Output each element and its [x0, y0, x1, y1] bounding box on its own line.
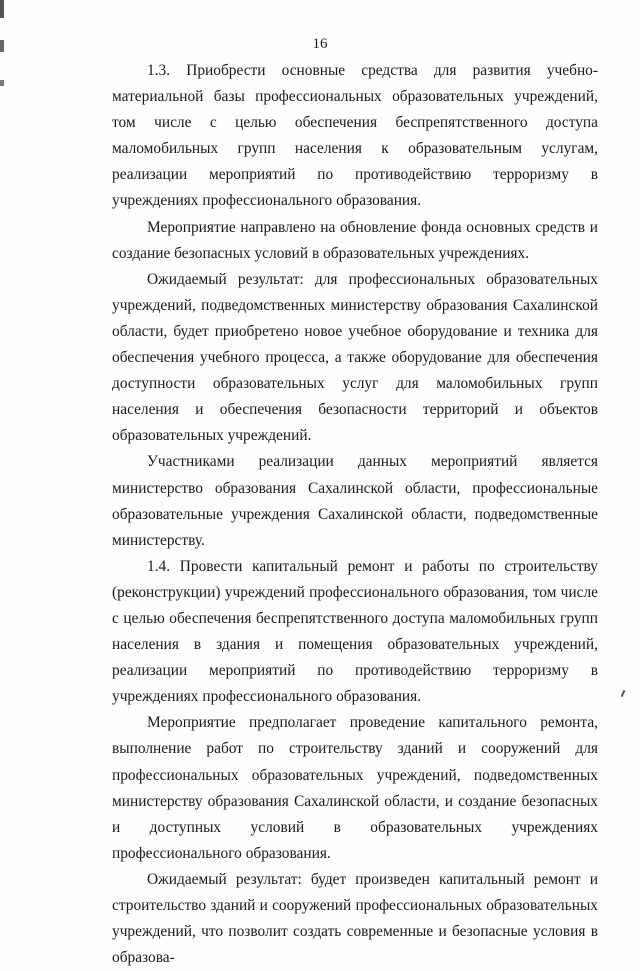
paragraph-expected-result: Ожидаемый результат: для профессиональных образовательных учреждений, подведомственных министерству образования Сахалинской области, будет приобретено новое учебное оборудование и техника для обеспечения учебного процесса, а также оборудование для обеспечения доступности образовательных услуг для маломобильных групп населения и обеспечения безопасности территорий и объектов образовательных учреждений. — [112, 270, 598, 445]
paragraph-measure-purpose: Мероприятие направлено на обновление фонда основных средств и создание безопасных условий в образовательных учреждениях. — [112, 218, 598, 262]
scan-speck — [621, 690, 626, 697]
paragraph-1-3-item: 1.3. Приобрести основные средства для развития учебно-материальной базы профессиональных образовательных учреждений, том числе с целью обеспечения беспрепятственного доступа маломобильных групп населения к образовательным услугам, реализации мероприятий по противодействию терроризму в учреждениях профессионального образования. — [112, 62, 598, 210]
page-number: 16 — [312, 36, 328, 52]
scan-edge-mark — [0, 0, 4, 130]
paragraph-participants: Участниками реализации данных мероприятий является министерство образования Сахалинской области, профессиональные образовательные учреждения Сахалинской области, подведомственные министерству. — [112, 453, 598, 549]
document-body — [112, 58, 598, 971]
paragraph-expected-result-repair: Ожидаемый результат: будет произведен капитальный ремонт и строительство зданий и сооружений профессиональных образовательных учреждений, что позволит создать современные и безопасные условия в образова- — [112, 870, 598, 967]
paragraph-measure-repair: Мероприятие предполагает проведение капитального ремонта, выполнение работ по строительству зданий и сооружений для профессиональных образовательных учреждений, подведомственных министерству образования Сахалинской области, и создание безопасных и доступных условий в образовательных учреждениях профессионального образования. — [112, 714, 598, 862]
paragraph-1-4-item: 1.4. Провести капитальный ремонт и работы по строительству (реконструкции) учреждений профессионального образования, том числе с целью обеспечения беспрепятственного доступа маломобильных групп населения в здания и помещения образовательных учреждений, реализации мероприятий по противодействию терроризму в учреждениях профессионального образования. — [112, 557, 598, 706]
